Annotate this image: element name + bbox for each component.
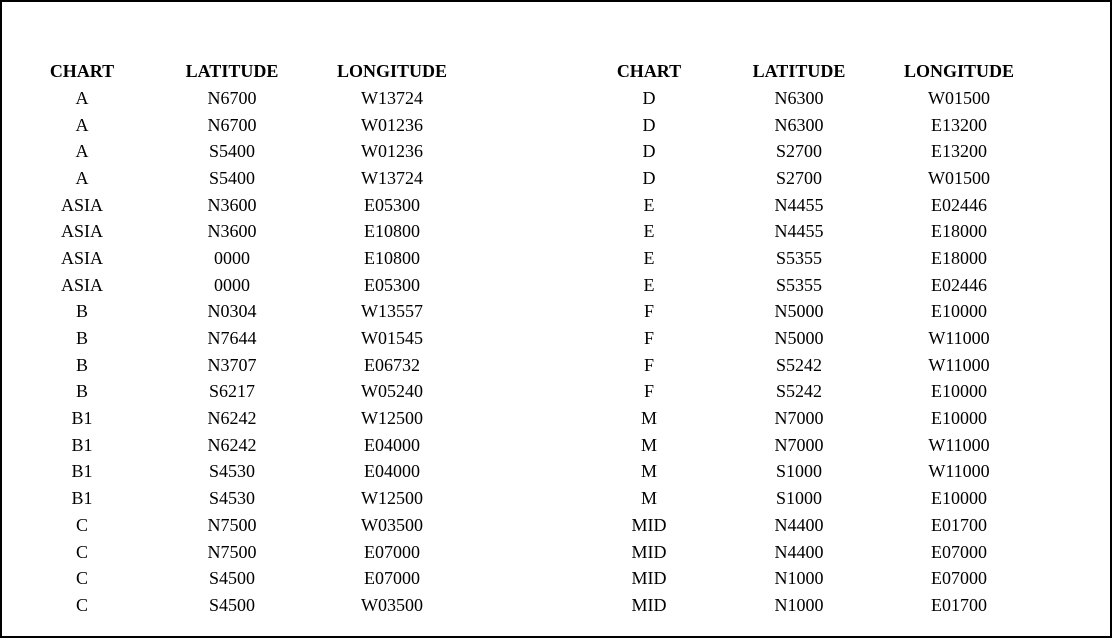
chart-cell: F [643,381,654,402]
latitude-cell: N1000 [774,594,824,615]
table-row [579,245,1039,272]
longitude-cell: E02446 [931,274,987,295]
table-row [12,272,472,299]
longitude-cell: E05300 [364,274,420,295]
longitude-cell: E02446 [931,194,987,215]
chart-cell: B [75,301,88,322]
latitude-cell: N4400 [774,541,824,562]
table-row [579,485,1039,512]
chart-cell: E [643,274,655,295]
chart-cell: C [75,514,88,535]
chart-cell: B1 [71,434,93,455]
table-row [12,112,472,139]
latitude-cell: S4530 [208,461,255,482]
longitude-cell: E18000 [931,221,987,242]
latitude-cell: N6700 [207,114,257,135]
table-row [12,192,472,219]
longitude-cell: E05300 [364,194,420,215]
longitude-cell: E01700 [931,594,987,615]
latitude-cell: N6242 [207,408,257,429]
table-row [579,592,1039,619]
chart-cell: E [643,247,655,268]
chart-cell: F [643,301,654,322]
latitude-cell: N5000 [774,328,824,349]
latitude-cell: N6700 [207,87,257,108]
longitude-cell: W01236 [361,141,423,162]
chart-cell: D [642,87,656,108]
chart-cell: MID [631,594,667,615]
chart-cell: A [75,167,89,188]
longitude-cell: W01236 [361,114,423,135]
table-row [12,138,472,165]
table-row [12,592,472,619]
table-row [12,539,472,566]
latitude-cell: S5242 [775,354,822,375]
chart-cell: C [75,568,88,589]
table-row [12,245,472,272]
chart-cell: M [640,488,657,509]
latitude-cell: S2700 [775,141,822,162]
table-row [579,565,1039,592]
chart-cell: M [640,461,657,482]
longitude-cell: E10000 [931,488,987,509]
table-row [12,218,472,245]
chart-cell: ASIA [60,247,103,268]
chart-cell: D [642,141,656,162]
chart-cell: F [643,354,654,375]
latitude-cell: N4455 [774,221,824,242]
latitude-cell: N7500 [207,541,257,562]
longitude-header: LONGITUDE [903,61,1015,81]
table-row [579,85,1039,112]
chart-header: CHART [616,61,682,81]
table-row [12,432,472,459]
chart-header: CHART [49,61,115,81]
table-row [579,379,1039,406]
table-row [579,352,1039,379]
latitude-header: LATITUDE [185,61,279,81]
table-row [579,112,1039,139]
table-row [579,432,1039,459]
longitude-cell: E18000 [931,247,987,268]
longitude-cell: E13200 [931,114,987,135]
longitude-cell: W01500 [928,87,990,108]
latitude-cell: S4530 [208,488,255,509]
latitude-cell: N5000 [774,301,824,322]
longitude-cell: W11000 [928,354,990,375]
chart-cell: D [642,167,656,188]
chart-cell: B [75,328,88,349]
header-row [12,58,472,85]
chart-cell: ASIA [60,221,103,242]
table-row [579,192,1039,219]
table-row [12,85,472,112]
longitude-cell: E07000 [364,568,420,589]
chart-coordinates-table-right [579,58,1039,619]
table-row [579,218,1039,245]
latitude-cell: N0304 [207,301,257,322]
latitude-cell: N4400 [774,514,824,535]
table-row [579,299,1039,326]
chart-cell: A [75,114,89,135]
table-row [579,405,1039,432]
chart-cell: A [75,87,89,108]
chart-cell: MID [631,568,667,589]
table-row [12,379,472,406]
table-body-left [12,85,472,619]
longitude-cell: W12500 [361,408,423,429]
latitude-cell: S5355 [775,247,822,268]
longitude-cell: W13724 [361,167,423,188]
table-row [12,512,472,539]
latitude-cell: N7500 [207,514,257,535]
latitude-cell: S5400 [208,141,255,162]
longitude-cell: W05240 [361,381,423,402]
latitude-cell: N7000 [774,408,824,429]
longitude-cell: E13200 [931,141,987,162]
latitude-cell: N4455 [774,194,824,215]
latitude-cell: N6242 [207,434,257,455]
table-row [12,485,472,512]
latitude-cell: S5242 [775,381,822,402]
chart-cell: MID [631,541,667,562]
chart-cell: F [643,328,654,349]
chart-cell: ASIA [60,274,103,295]
chart-cell: B [75,381,88,402]
latitude-cell: S4500 [208,568,255,589]
table-row [12,325,472,352]
latitude-cell: N6300 [774,114,824,135]
latitude-cell: S1000 [775,488,822,509]
latitude-cell: S2700 [775,167,822,188]
chart-cell: D [642,114,656,135]
table-row [12,352,472,379]
chart-cell: B1 [71,461,93,482]
latitude-cell: S5400 [208,167,255,188]
longitude-cell: E06732 [364,354,420,375]
latitude-cell: 0000 [214,274,250,295]
table-row [579,325,1039,352]
chart-cell: C [75,594,88,615]
latitude-cell: N7000 [774,434,824,455]
chart-cell: E [643,194,655,215]
header-row [579,58,1039,85]
longitude-cell: E04000 [364,434,420,455]
latitude-cell: S6217 [208,381,255,402]
table-body-right [579,85,1039,619]
longitude-cell: E10800 [364,221,420,242]
chart-coordinates-table-left [12,58,472,619]
longitude-cell: W13557 [361,301,423,322]
chart-cell: M [640,434,657,455]
longitude-cell: W11000 [928,434,990,455]
chart-cell: E [643,221,655,242]
longitude-cell: W03500 [361,514,423,535]
table-row [579,459,1039,486]
longitude-cell: W11000 [928,328,990,349]
longitude-cell: E07000 [931,541,987,562]
chart-cell: C [75,541,88,562]
longitude-cell: W01500 [928,167,990,188]
table-row [579,539,1039,566]
chart-cell: M [640,408,657,429]
latitude-cell: N3600 [207,221,257,242]
latitude-cell: N7644 [207,328,257,349]
table-row [579,138,1039,165]
latitude-cell: N3600 [207,194,257,215]
longitude-cell: E10000 [931,381,987,402]
longitude-cell: E10800 [364,247,420,268]
chart-cell: B1 [71,408,93,429]
chart-cell: ASIA [60,194,103,215]
longitude-cell: E10000 [931,301,987,322]
longitude-cell: E07000 [931,568,987,589]
longitude-cell: W01545 [361,328,423,349]
longitude-cell: W03500 [361,594,423,615]
table-row [579,165,1039,192]
table-row [12,565,472,592]
longitude-cell: W13724 [361,87,423,108]
table-row [579,512,1039,539]
latitude-cell: N3707 [207,354,257,375]
latitude-cell: S1000 [775,461,822,482]
longitude-cell: E07000 [364,541,420,562]
latitude-cell: 0000 [214,247,250,268]
longitude-cell: W11000 [928,461,990,482]
latitude-cell: S4500 [208,594,255,615]
chart-cell: B1 [71,488,93,509]
chart-cell: MID [631,514,667,535]
longitude-header: LONGITUDE [336,61,448,81]
table-row [579,272,1039,299]
table-row [12,299,472,326]
longitude-cell: W12500 [361,488,423,509]
latitude-header: LATITUDE [752,61,846,81]
latitude-cell: N1000 [774,568,824,589]
table-row [12,405,472,432]
table-row [12,165,472,192]
longitude-cell: E01700 [931,514,987,535]
chart-cell: B [75,354,88,375]
latitude-cell: S5355 [775,274,822,295]
longitude-cell: E04000 [364,461,420,482]
chart-cell: A [75,141,89,162]
longitude-cell: E10000 [931,408,987,429]
latitude-cell: N6300 [774,87,824,108]
table-row [12,459,472,486]
